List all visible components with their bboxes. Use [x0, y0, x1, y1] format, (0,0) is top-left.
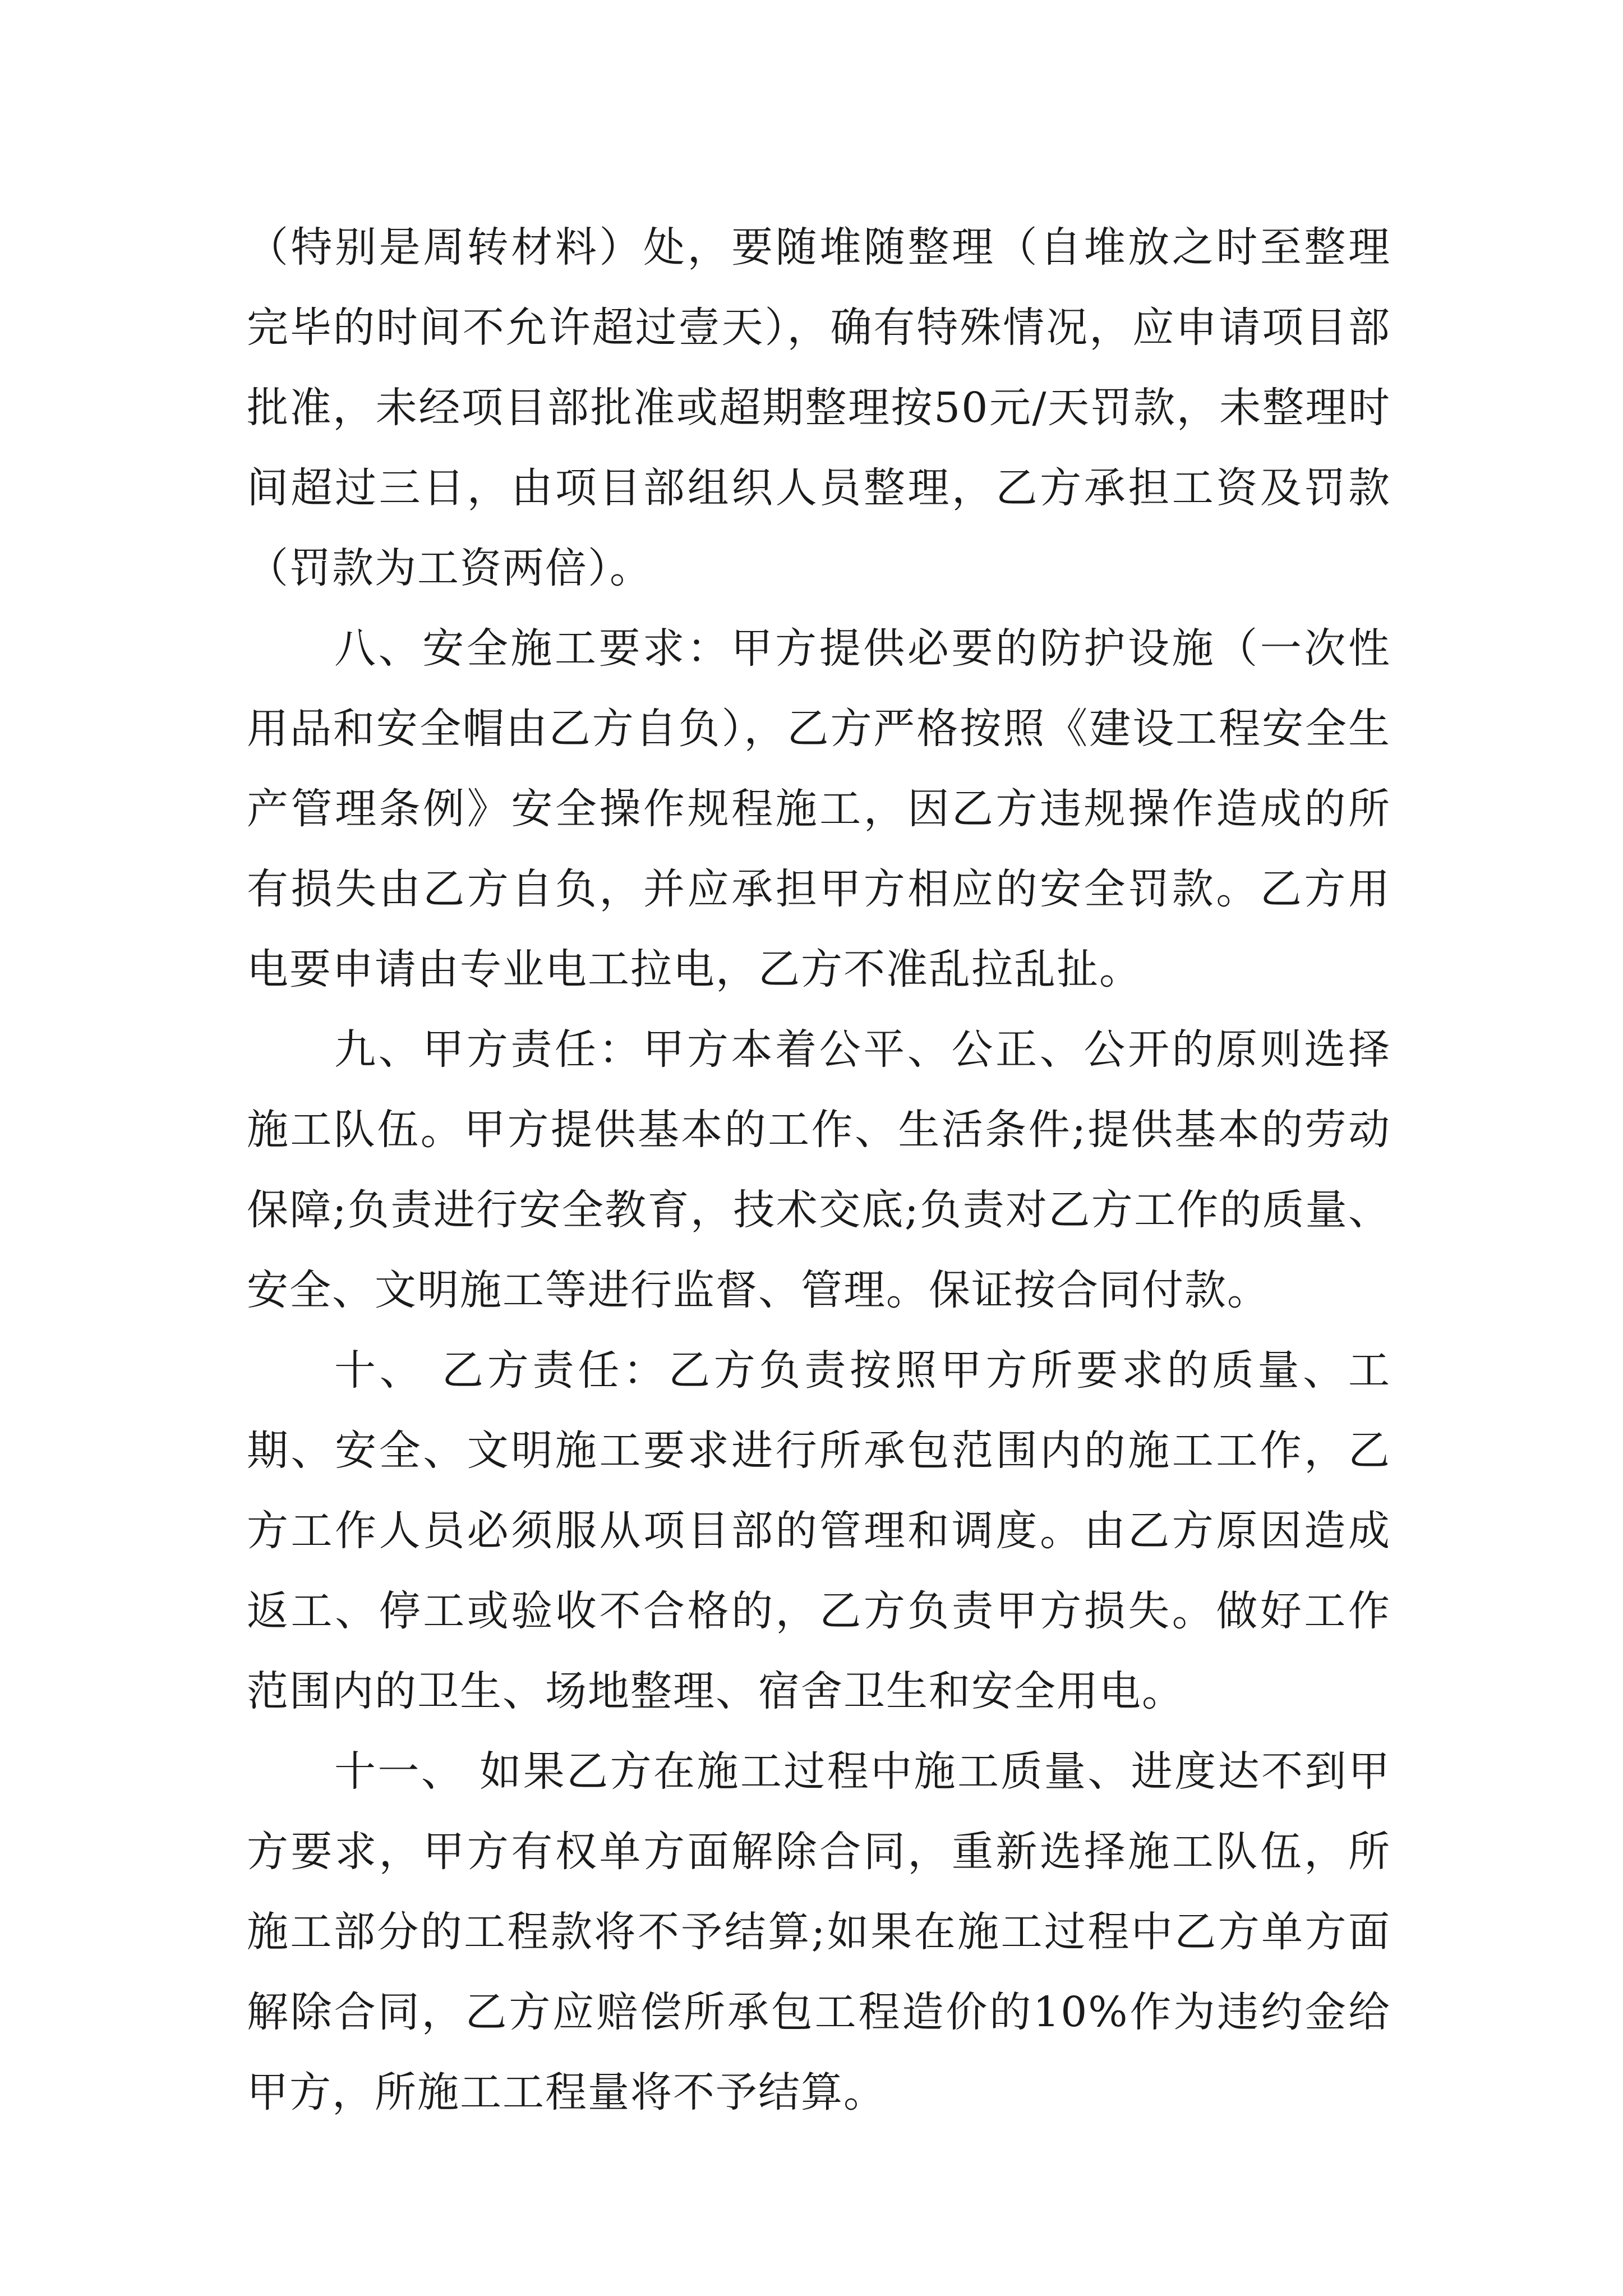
- paragraph-material-cleanup: （特别是周转材料）处，要随堆随整理（自堆放之时至整理完毕的时间不允许超过壹天），确有特殊情况，应申请项目部批准，未经项目部批准或超期整理按50元/天罚款，未整理时间超过三日，由项目部组织人员整理，乙方承担工资及罚款 （罚款为工资两倍）。: [247, 223, 1391, 592]
- paragraph-party-b-responsibility: 十、 乙方责任：乙方负责按照甲方所要求的质量、工期、安全、文明施工要求进行所承包范围内的施工工作，乙方工作人员必须服从项目部的管理和调度。由乙方原因造成返工、停工或验收不合格的，乙方负责甲方损失。做好工作范围内的卫生、场地整理、宿舍卫生和安全用电。: [247, 1346, 1391, 1715]
- paragraph-safety-requirements: 八、安全施工要求：甲方提供必要的防护设施（一次性用品和安全帽由乙方自负），乙方严格按照《建设工程安全生产管理条例》安全操作规程施工，因乙方违规操作造成的所有损失由乙方自负，并应承担甲方相应的安全罚款。乙方用电要申请由专业电工拉电，乙方不准乱拉乱扯。: [247, 624, 1391, 993]
- paragraph-contract-termination: 十一、 如果乙方在施工过程中施工质量、进度达不到甲方要求，甲方有权单方面解除合同，重新选择施工队伍，所施工部分的工程款将不予结算;如果在施工过程中乙方单方面解除合同，乙方应赔偿所承包工程造价的10%作为违约金给甲方，所施工工程量将不予结算。: [247, 1747, 1391, 2116]
- contract-body: [247, 208, 1391, 2133]
- paragraph-party-a-responsibility: 九、甲方责任：甲方本着公平、公正、公开的原则选择施工队伍。甲方提供基本的工作、生活条件;提供基本的劳动保障;负责进行安全教育，技术交底;负责对乙方工作的质量、安全、文明施工等进行监督、管理。保证按合同付款。: [247, 1025, 1391, 1314]
